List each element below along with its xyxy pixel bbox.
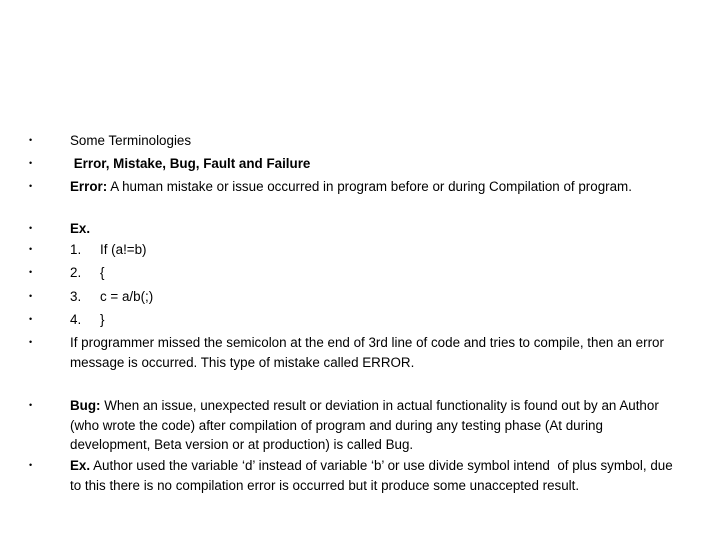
item-text xyxy=(70,177,680,197)
bullet-icon: • xyxy=(29,135,33,145)
bullet-icon: • xyxy=(29,314,33,324)
code-body: { xyxy=(100,265,105,280)
code-text xyxy=(70,263,680,283)
bullet-icon: • xyxy=(29,181,33,191)
item-label: Ex. xyxy=(70,458,91,473)
code-body: c = a/b(;) xyxy=(100,289,154,304)
line-number: 4. xyxy=(70,312,82,327)
item-label: Ex. xyxy=(70,221,91,236)
item-label: Error: xyxy=(70,179,108,194)
code-text xyxy=(70,310,680,330)
line-number: 2. xyxy=(70,265,82,280)
bullet-icon: • xyxy=(29,460,33,470)
item-text xyxy=(70,396,680,455)
line-number: 1. xyxy=(70,242,82,257)
bullet-icon: • xyxy=(29,337,33,347)
bullet-icon: • xyxy=(29,267,33,277)
item-text: Error, Mistake, Bug, Fault and Failure xyxy=(70,156,311,171)
code-text xyxy=(70,240,680,260)
code-body: If (a!=b) xyxy=(100,242,147,257)
item-label: Bug: xyxy=(70,398,101,413)
item-body: A human mistake or issue occurred in program before or during Compilation of program. xyxy=(107,179,632,194)
code-body: } xyxy=(100,312,105,327)
item-text: Some Terminologies xyxy=(70,133,192,148)
bullet-icon: • xyxy=(29,223,33,233)
line-number: 3. xyxy=(70,289,82,304)
bullet-icon: • xyxy=(29,158,33,168)
item-text: If programmer missed the semicolon at the end of 3rd line of code and tries to compile, then an error message is occurred. This type of mistake called ERROR. xyxy=(70,335,668,370)
item-body: Author used the variable ‘d’ instead of variable ‘b’ or use divide symbol intend of plus symbol, due to this there is no compilation error is occurred but it produce some unaccepted result. xyxy=(70,458,677,493)
bullet-icon: • xyxy=(29,400,33,410)
item-body: When an issue, unexpected result or deviation in actual functionality is found out by an Author (who wrote the code) after compilation of program and during any testing phase (At during development, Beta version or at production) is called Bug. xyxy=(70,398,663,452)
bullet-icon: • xyxy=(29,291,33,301)
bullet-icon: • xyxy=(29,244,33,254)
code-text xyxy=(70,287,680,307)
item-text xyxy=(70,456,680,495)
